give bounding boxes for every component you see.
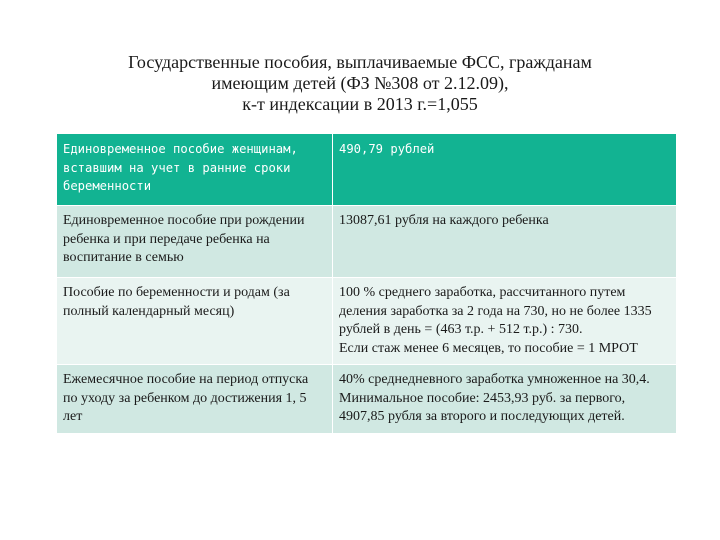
title-line-1: Государственные пособия, выплачиваемые ФСС, гражданам — [128, 52, 592, 72]
benefit-cell: Единовременное пособие женщинам, вставшим на учет в ранние сроки беременности — [57, 134, 333, 206]
amount-text: 100 % среднего заработка, рассчитанного путем деления заработка за 2 года на 730, но не более 1335 рублей в день = (463 т.р. + 512 т.р.) : 730. — [339, 285, 652, 337]
table-row — [57, 134, 677, 206]
amount-note: Если стаж менее 6 месяцев, то пособие = 1 МРОТ — [339, 340, 638, 356]
table-row — [57, 206, 677, 278]
table-row — [57, 365, 677, 434]
page-title — [60, 52, 660, 115]
title-line-2: имеющим детей (ФЗ №308 от 2.12.09), — [211, 73, 509, 93]
amount-cell — [333, 278, 677, 365]
amount-cell: 13087,61 рубля на каждого ребенка — [333, 206, 677, 278]
benefit-cell: Пособие по беременности и родам (за полный календарный месяц) — [57, 278, 333, 365]
benefits-table — [56, 133, 677, 434]
benefit-cell: Ежемесячное пособие на период отпуска по уходу за ребенком до достижения 1, 5 лет — [57, 365, 333, 434]
benefit-cell: Единовременное пособие при рождении ребенка и при передаче ребенка на воспитание в семью — [57, 206, 333, 278]
amount-cell: 490,79 рублей — [333, 134, 677, 206]
table-row — [57, 278, 677, 365]
amount-cell: 40% среднедневного заработка умноженное на 30,4. Минимальное пособие: 2453,93 руб. за первого, 4907,85 рубля за второго и последующих детей. — [333, 365, 677, 434]
title-line-3: к-т индексации в 2013 г.=1,055 — [242, 94, 478, 114]
